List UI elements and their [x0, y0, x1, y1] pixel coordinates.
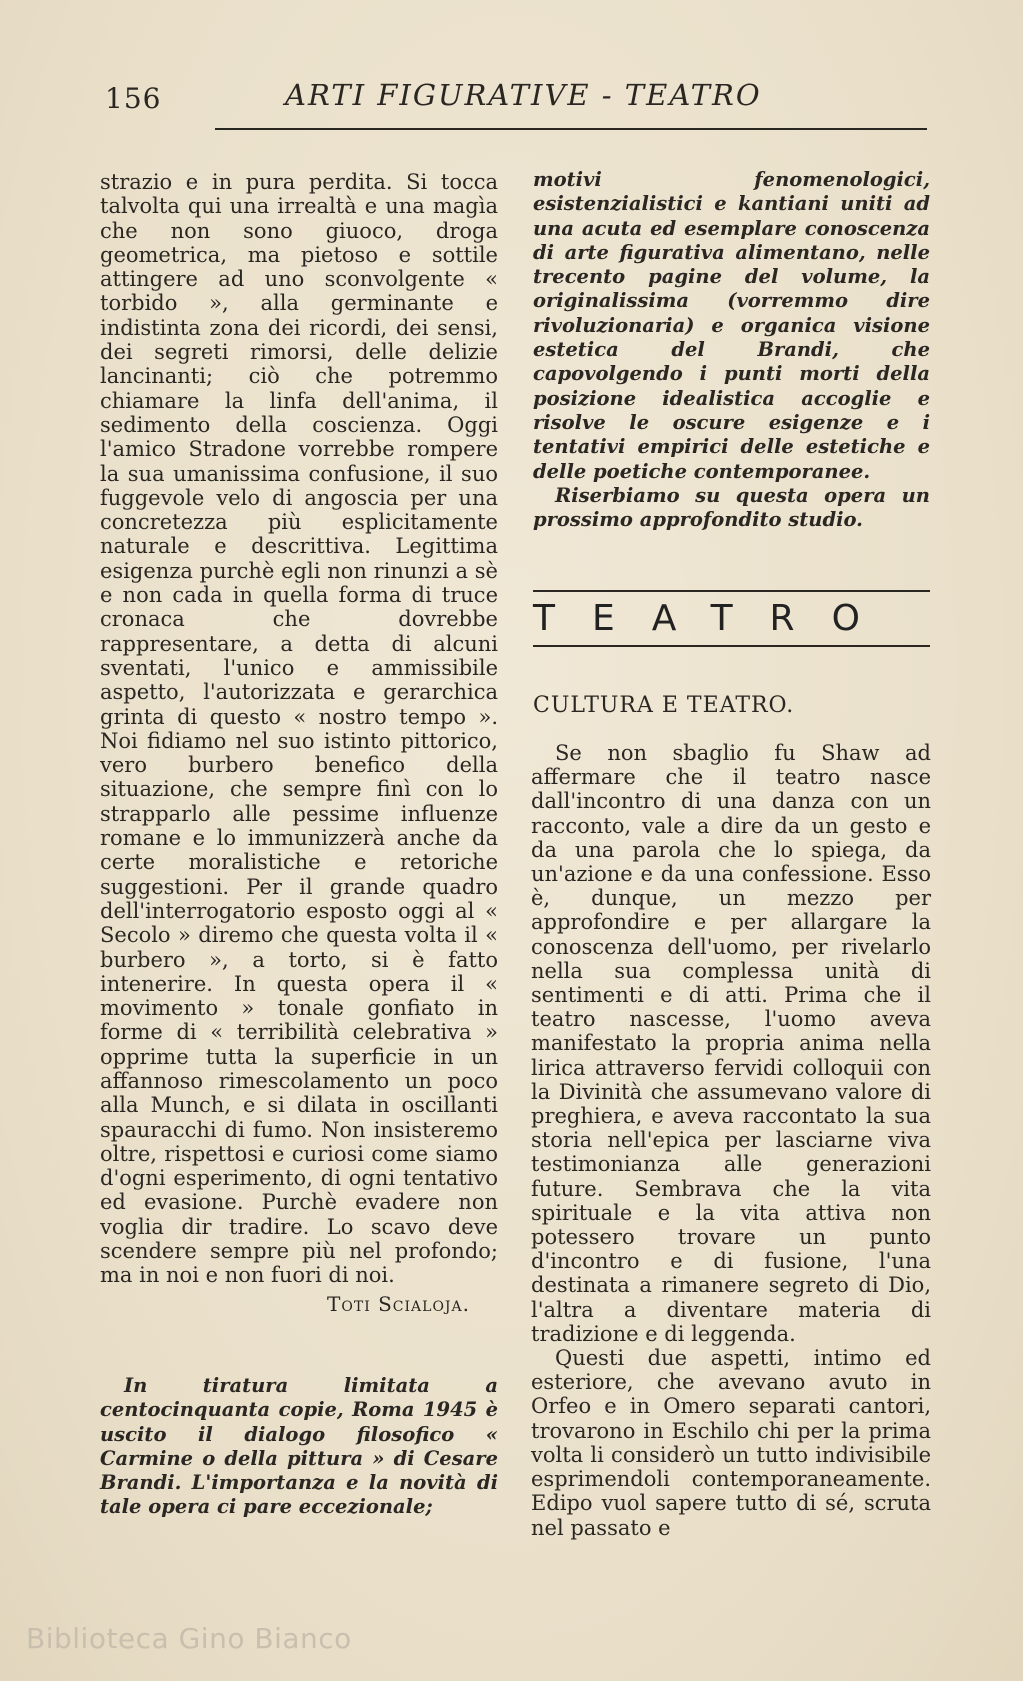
article-title: CULTURA E TEATRO. — [533, 693, 795, 718]
book-notice-continued: motivi fenomenologici, esistenzialistici e kantiani uniti ad una acuta ed esemplare conoscenza di arte figurativa alimentano, nelle trecento pagine del volume, la originalissima (vorremmo dire rivoluzionaria) e organica visione estetica del Brandi, che capovolgendo i punti morti della posizione idealistica accoglie e risolve le oscure esigenze e i tentativi empirici delle estetiche e delle poetiche contemporanee. — [533, 168, 930, 483]
section-rule-bottom — [533, 645, 930, 647]
page-number: 156 — [105, 82, 162, 115]
page-header — [105, 78, 927, 118]
article-paragraph-2: Questi due aspetti, intimo ed esteriore, che avevano avuto in Orfeo e in Omero separati cantori, trovarono in Eschilo chi per la prima volta li considerò un tutto indivisibile esprimendoli contemporaneamente. Edipo vuol sapere tutto di sé, scruta nel passato e — [531, 1346, 931, 1540]
section-rule-top — [533, 590, 930, 592]
left-column — [100, 170, 498, 1520]
art-review-text: strazio e in pura perdita. Si tocca talvolta qui una irrealtà e una magìa che non sono giuoco, droga geometrica, ma pietoso e sottile attingere ad uno sconvolgente « torbido », alla germinante e indistinta zona dei ricordi, dei sensi, dei segreti rimorsi, delle delizie lancinanti; ciò che potremmo chiamare la linfa dell'anima, il sedimento della coscienza. Oggi l'amico Stradone vorrebbe rompere la sua umanissima confusione, il suo fuggevole velo di angoscia per una concretezza più esplicitamente naturale e descrittiva. Legittima esigenza purchè egli non rinunzi a sè e non cada in quella forma di truce cronaca che dovrebbe rappresentare, a detta di alcuni sventati, l'unico e ammissibile aspetto, l'autorizzata e gerarchica grinta di questo « nostro tempo ». Noi fidiamo nel suo istinto pittorico, vero burbero benefico della situazione, che sempre finì con lo strapparlo alle pessime influenze romane e lo immunizzerà anche da certe moralistiche e retoriche suggestioni. Per il grande quadro dell'interrogatorio esposto oggi al « Secolo » diremo che questa volta il « burbero », a torto, si è fatto intenerire. In questa opera il « movimento » tonale gonfiato in forme di « terribilità celebrativa » opprime tutta la superficie in un affannoso rimescolamento un poco alla Munch, e si dilata in oscillanti spauracchi di fumo. Non insisteremo oltre, rispettosi e curiosi come siamo d'ogni esperimento, di ogni tentativo ed evasione. Purchè evadere non voglia dir tradire. Lo scavo deve scendere sempre più nel profondo; ma in noi e non fuori di noi. — [100, 170, 498, 1288]
book-notice-start: In tiratura limitata a centocinquanta copie, Roma 1945 è uscito il dialogo filosofico « Carmine o della pittura » di Cesare Brandi. L'importanza e la novità di tale opera ci pare eccezionale; — [100, 1373, 498, 1519]
library-watermark: Biblioteca Gino Bianco — [26, 1622, 352, 1655]
header-rule — [215, 128, 927, 130]
article-paragraph-1: Se non sbaglio fu Shaw ad affermare che il teatro nasce dall'incontro di una danza con un racconto, vale a dire da un gesto e da una parola che lo spiega, da un'azione e da una confessione. Esso è, dunque, un mezzo per approfondire e per allargare la conoscenza dell'uomo, per rivelarlo nella sua complessa unità di sentimenti e di atti. Prima che il teatro nascesse, l'uomo aveva manifestato la propria anima nella lirica attraverso fervidi colloquii con la Divinità che assumevano valore di preghiera, e aveva raccontato la sua storia nell'epica per lasciarne viva testimonianza alle generazioni future. Sembrava che la vita spirituale e la vita attiva non potessero trovare un punto d'incontro e di fusione, l'una destinata a rimanere segreto di Dio, l'altra a diventare materia di tradizione e di leggenda. — [531, 741, 931, 1346]
theatre-article — [531, 741, 931, 1540]
section-title: TEATRO — [533, 598, 897, 639]
right-column-top — [533, 168, 930, 532]
book-notice-closing: Riserbiamo su questa opera un prossimo approfondito studio. — [533, 483, 930, 532]
running-head: ARTI FIGURATIVE - TEATRO — [285, 78, 762, 112]
author-signature: Toti Scialoja. — [327, 1291, 470, 1316]
